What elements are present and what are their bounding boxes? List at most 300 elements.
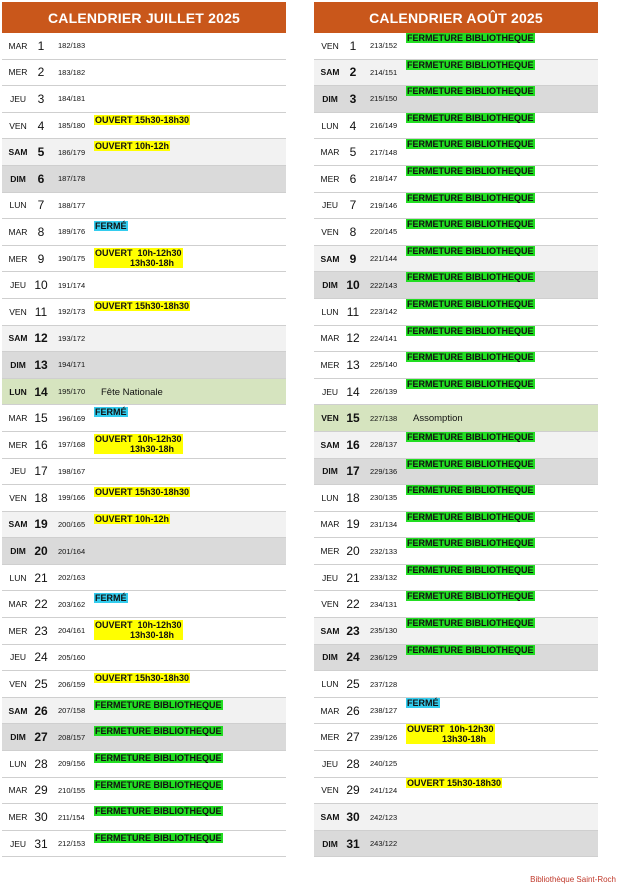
day-of-year: 238/127 [370, 706, 398, 716]
day-number: 22 [34, 597, 48, 612]
day-row [314, 512, 598, 539]
day-row [314, 166, 598, 193]
day-number: 28 [346, 756, 360, 771]
day-number: 30 [346, 810, 360, 825]
day-row [314, 60, 598, 87]
closure-label: FERMETURE BIBLIOTHEQUE [95, 699, 222, 710]
day-of-year: 200/165 [58, 519, 86, 529]
day-of-week: VEN [9, 306, 27, 317]
day-row [2, 193, 286, 220]
day-row [314, 405, 598, 432]
day-of-week: SAM [320, 625, 340, 636]
day-number: 23 [34, 623, 48, 638]
day-of-year: 232/133 [370, 546, 398, 556]
day-of-year: 241/124 [370, 785, 398, 795]
july-title: CALENDRIER JUILLET 2025 [2, 2, 286, 33]
day-row [2, 804, 286, 831]
day-of-year: 216/149 [370, 121, 398, 131]
day-of-week: JEU [321, 386, 339, 397]
closure-label: FERMETURE BIBLIOTHEQUE [407, 378, 534, 389]
day-row [2, 645, 286, 672]
closure-label: FERMETURE BIBLIOTHEQUE [407, 86, 534, 97]
day-of-week: LUN [9, 572, 27, 583]
day-row [314, 724, 598, 751]
opening-hours-label: OUVERT 10h-12h [95, 141, 170, 152]
day-of-year: 206/159 [58, 679, 86, 689]
day-of-week: MER [320, 359, 340, 370]
day-number: 3 [37, 91, 45, 106]
day-number: 27 [34, 730, 48, 745]
day-of-week: VEN [321, 413, 339, 424]
day-row [314, 831, 598, 858]
day-of-week: MAR [320, 705, 340, 716]
day-number: 6 [37, 171, 45, 186]
closure-label: FERMETURE BIBLIOTHEQUE [407, 591, 534, 602]
closure-label: FERMETURE BIBLIOTHEQUE [407, 618, 534, 629]
day-row [314, 193, 598, 220]
day-row [314, 219, 598, 246]
day-of-year: 218/147 [370, 174, 398, 184]
day-of-week: SAM [320, 253, 340, 264]
day-of-week: MER [8, 253, 28, 264]
day-number: 16 [34, 437, 48, 452]
day-row [314, 299, 598, 326]
day-of-year: 190/175 [58, 254, 86, 264]
day-of-week: SAM [320, 67, 340, 78]
august-rows [314, 33, 598, 857]
holiday-label: Assomption [413, 413, 463, 425]
day-of-year: 182/183 [58, 41, 86, 51]
day-number: 1 [349, 38, 357, 53]
day-of-week: MAR [8, 40, 28, 51]
day-row [314, 751, 598, 778]
closure-label: FERMETURE BIBLIOTHEQUE [95, 779, 222, 790]
day-of-year: 213/152 [370, 41, 398, 51]
day-row [314, 698, 598, 725]
day-row [2, 166, 286, 193]
day-of-year: 194/171 [58, 360, 86, 370]
day-of-week: SAM [8, 147, 28, 158]
day-of-year: 204/161 [58, 626, 86, 636]
day-of-year: 214/151 [370, 67, 398, 77]
day-row [2, 512, 286, 539]
day-number: 16 [346, 437, 360, 452]
day-of-year: 223/142 [370, 307, 398, 317]
day-of-year: 208/157 [58, 732, 86, 742]
opening-hours-label: OUVERT 15h30-18h30 [95, 673, 190, 684]
day-of-week: VEN [9, 120, 27, 131]
day-of-year: 233/132 [370, 573, 398, 583]
day-of-week: LUN [321, 306, 339, 317]
day-of-week: MAR [8, 599, 28, 610]
day-of-week: VEN [9, 492, 27, 503]
day-row [2, 352, 286, 379]
day-of-week: MER [8, 625, 28, 636]
day-row [2, 698, 286, 725]
closed-label: FERMÉ [95, 593, 127, 604]
day-number: 25 [34, 677, 48, 692]
day-of-week: MAR [320, 147, 340, 158]
day-number: 11 [34, 304, 48, 319]
day-number: 29 [34, 783, 48, 798]
day-of-year: 242/123 [370, 812, 398, 822]
day-row [2, 778, 286, 805]
day-of-year: 186/179 [58, 147, 86, 157]
day-number: 9 [349, 251, 357, 266]
closed-label: FERMÉ [407, 697, 439, 708]
august-title: CALENDRIER AOÛT 2025 [314, 2, 598, 33]
day-of-year: 227/138 [370, 413, 398, 423]
day-of-year: 209/156 [58, 759, 86, 769]
closure-label: FERMETURE BIBLIOTHEQUE [407, 644, 534, 655]
day-of-year: 191/174 [58, 280, 86, 290]
day-of-year: 205/160 [58, 652, 86, 662]
day-number: 8 [37, 224, 45, 239]
closure-label: FERMETURE BIBLIOTHEQUE [407, 59, 534, 70]
opening-hours-label: OUVERT 15h30-18h30 [95, 300, 190, 311]
day-of-year: 189/176 [58, 227, 86, 237]
day-number: 4 [349, 118, 357, 133]
day-of-week: SAM [8, 519, 28, 530]
day-number: 29 [346, 783, 360, 798]
day-row [2, 751, 286, 778]
day-of-week: MER [8, 439, 28, 450]
day-of-week: MER [320, 732, 340, 743]
day-of-year: 222/143 [370, 280, 398, 290]
day-of-year: 187/178 [58, 174, 86, 184]
day-row [314, 272, 598, 299]
day-number: 12 [34, 331, 48, 346]
day-of-week: LUN [9, 200, 27, 211]
day-of-year: 243/122 [370, 839, 398, 849]
day-number: 24 [34, 650, 48, 665]
day-of-week: JEU [9, 838, 27, 849]
day-row [2, 405, 286, 432]
day-of-week: VEN [321, 226, 339, 237]
day-number: 3 [349, 91, 357, 106]
day-of-week: MAR [320, 519, 340, 530]
day-of-year: 193/172 [58, 333, 86, 343]
day-of-week: JEU [9, 652, 27, 663]
day-of-year: 197/168 [58, 440, 86, 450]
closure-label: FERMETURE BIBLIOTHEQUE [95, 806, 222, 817]
closure-label: FERMETURE BIBLIOTHEQUE [407, 458, 534, 469]
day-of-year: 229/136 [370, 466, 398, 476]
day-of-week: DIM [10, 732, 26, 743]
day-number: 26 [34, 703, 48, 718]
day-number: 23 [346, 623, 360, 638]
day-of-year: 185/180 [58, 121, 86, 131]
day-of-week: JEU [321, 200, 339, 211]
day-row [2, 565, 286, 592]
day-row [314, 485, 598, 512]
day-number: 24 [346, 650, 360, 665]
day-row [2, 724, 286, 751]
opening-hours-label: OUVERT 15h30-18h30 [95, 114, 190, 125]
day-of-year: 196/169 [58, 413, 86, 423]
opening-hours-label: OUVERT 10h-12h30 13h30-18h [95, 620, 182, 641]
day-row [2, 459, 286, 486]
day-of-year: 183/182 [58, 67, 86, 77]
day-number: 17 [34, 464, 48, 479]
day-of-week: JEU [9, 466, 27, 477]
day-number: 2 [37, 65, 45, 80]
day-of-year: 230/135 [370, 493, 398, 503]
day-of-week: DIM [10, 546, 26, 557]
day-of-week: JEU [9, 93, 27, 104]
closure-label: FERMETURE BIBLIOTHEQUE [95, 726, 222, 737]
day-row [2, 33, 286, 60]
day-of-week: MER [8, 812, 28, 823]
day-of-year: 203/162 [58, 599, 86, 609]
day-of-week: DIM [322, 93, 338, 104]
day-number: 15 [346, 411, 360, 426]
day-of-week: DIM [322, 838, 338, 849]
day-row [2, 299, 286, 326]
day-number: 8 [349, 224, 357, 239]
closure-label: FERMETURE BIBLIOTHEQUE [407, 511, 534, 522]
day-number: 7 [37, 198, 45, 213]
day-number: 31 [34, 836, 48, 851]
closure-label: FERMETURE BIBLIOTHEQUE [407, 298, 534, 309]
day-of-week: LUN [321, 492, 339, 503]
day-row [2, 86, 286, 113]
day-row [2, 60, 286, 87]
closed-label: FERMÉ [95, 221, 127, 232]
day-of-year: 211/154 [58, 812, 85, 822]
day-number: 14 [34, 384, 48, 399]
day-row [314, 618, 598, 645]
day-of-year: 184/181 [58, 94, 86, 104]
day-of-year: 198/167 [58, 466, 86, 476]
day-of-year: 217/148 [370, 147, 398, 157]
day-number: 31 [346, 836, 360, 851]
day-of-week: LUN [9, 758, 27, 769]
day-row [2, 113, 286, 140]
july-rows [2, 33, 286, 857]
day-number: 30 [34, 810, 48, 825]
day-number: 10 [346, 278, 360, 293]
day-of-week: MAR [320, 333, 340, 344]
day-of-year: 219/146 [370, 200, 398, 210]
day-of-week: MER [320, 546, 340, 557]
closure-label: FERMETURE BIBLIOTHEQUE [407, 112, 534, 123]
day-of-year: 188/177 [58, 200, 86, 210]
day-row [314, 671, 598, 698]
closure-label: FERMETURE BIBLIOTHEQUE [95, 753, 222, 764]
day-row [2, 831, 286, 858]
closed-label: FERMÉ [95, 407, 127, 418]
day-number: 12 [346, 331, 360, 346]
day-number: 9 [37, 251, 45, 266]
day-number: 15 [34, 411, 48, 426]
day-of-week: SAM [8, 333, 28, 344]
day-row [2, 671, 286, 698]
day-of-week: MER [320, 173, 340, 184]
day-of-week: VEN [321, 40, 339, 51]
day-of-week: LUN [9, 386, 27, 397]
day-of-week: DIM [10, 173, 26, 184]
day-number: 10 [34, 278, 48, 293]
day-row [2, 538, 286, 565]
day-row [314, 565, 598, 592]
day-number: 5 [349, 145, 357, 160]
day-of-week: DIM [10, 359, 26, 370]
day-row [2, 326, 286, 353]
day-row [314, 645, 598, 672]
day-of-year: 195/170 [58, 387, 86, 397]
day-of-year: 221/144 [370, 254, 398, 264]
day-of-week: SAM [8, 705, 28, 716]
day-of-week: DIM [322, 466, 338, 477]
day-number: 13 [34, 357, 48, 372]
closure-label: FERMETURE BIBLIOTHEQUE [407, 272, 534, 283]
closure-label: FERMETURE BIBLIOTHEQUE [407, 192, 534, 203]
day-of-week: SAM [320, 812, 340, 823]
day-of-year: 224/141 [370, 333, 398, 343]
closure-label: FERMETURE BIBLIOTHEQUE [95, 832, 222, 843]
day-row [314, 432, 598, 459]
day-of-year: 234/131 [370, 599, 398, 609]
day-row [314, 591, 598, 618]
holiday-label: Fête Nationale [101, 386, 163, 398]
day-of-week: JEU [321, 572, 339, 583]
day-of-year: 235/130 [370, 626, 398, 636]
day-of-year: 228/137 [370, 440, 398, 450]
day-of-year: 237/128 [370, 679, 398, 689]
day-row [2, 219, 286, 246]
opening-hours-label: OUVERT 15h30-18h30 [407, 777, 502, 788]
day-row [2, 246, 286, 273]
day-of-week: LUN [321, 120, 339, 131]
day-row [314, 379, 598, 406]
day-number: 6 [349, 171, 357, 186]
day-of-week: SAM [320, 439, 340, 450]
day-number: 4 [37, 118, 45, 133]
day-row [314, 139, 598, 166]
day-number: 19 [34, 517, 48, 532]
day-number: 22 [346, 597, 360, 612]
day-row [314, 246, 598, 273]
closure-label: FERMETURE BIBLIOTHEQUE [407, 219, 534, 230]
day-of-year: 201/164 [58, 546, 86, 556]
day-row [2, 618, 286, 645]
day-of-week: MAR [8, 226, 28, 237]
day-row [2, 272, 286, 299]
day-of-week: VEN [321, 599, 339, 610]
day-of-year: 220/145 [370, 227, 398, 237]
day-number: 7 [349, 198, 357, 213]
day-row [2, 432, 286, 459]
day-of-week: LUN [321, 679, 339, 690]
closure-label: FERMETURE BIBLIOTHEQUE [407, 139, 534, 150]
day-of-year: 207/158 [58, 706, 86, 716]
day-of-week: MAR [8, 785, 28, 796]
day-of-year: 240/125 [370, 759, 398, 769]
closure-label: FERMETURE BIBLIOTHEQUE [407, 165, 534, 176]
day-number: 2 [349, 65, 357, 80]
day-number: 19 [346, 517, 360, 532]
august-calendar [314, 2, 598, 857]
day-row [2, 485, 286, 512]
opening-hours-label: OUVERT 10h-12h30 13h30-18h [95, 433, 182, 454]
day-of-week: VEN [9, 679, 27, 690]
day-row [314, 113, 598, 140]
footer-credit: Bibliothèque Saint-Roch [530, 875, 616, 884]
opening-hours-label: OUVERT 10h-12h30 13h30-18h [407, 724, 494, 745]
day-row [314, 352, 598, 379]
day-of-year: 210/155 [58, 785, 86, 795]
day-row [314, 459, 598, 486]
day-of-year: 199/166 [58, 493, 86, 503]
day-row [314, 538, 598, 565]
day-of-year: 192/173 [58, 307, 86, 317]
day-number: 13 [346, 357, 360, 372]
day-number: 26 [346, 703, 360, 718]
day-of-year: 239/126 [370, 732, 398, 742]
day-number: 11 [346, 304, 360, 319]
day-of-week: VEN [321, 785, 339, 796]
closure-label: FERMETURE BIBLIOTHEQUE [407, 325, 534, 336]
day-of-week: DIM [322, 280, 338, 291]
closure-label: FERMETURE BIBLIOTHEQUE [407, 33, 534, 43]
opening-hours-label: OUVERT 10h-12h [95, 513, 170, 524]
day-number: 1 [37, 38, 45, 53]
day-number: 25 [346, 677, 360, 692]
day-row [314, 86, 598, 113]
day-number: 28 [34, 756, 48, 771]
day-row [2, 591, 286, 618]
day-of-year: 215/150 [370, 94, 398, 104]
closure-label: FERMETURE BIBLIOTHEQUE [407, 485, 534, 496]
day-of-year: 231/134 [370, 519, 398, 529]
day-number: 14 [346, 384, 360, 399]
day-row [2, 379, 286, 406]
day-of-year: 202/163 [58, 573, 86, 583]
day-number: 18 [34, 490, 48, 505]
day-number: 17 [346, 464, 360, 479]
day-number: 21 [34, 570, 48, 585]
day-row [2, 139, 286, 166]
opening-hours-label: OUVERT 15h30-18h30 [95, 487, 190, 498]
day-number: 5 [37, 145, 45, 160]
closure-label: FERMETURE BIBLIOTHEQUE [407, 431, 534, 442]
day-row [314, 326, 598, 353]
closure-label: FERMETURE BIBLIOTHEQUE [407, 538, 534, 549]
closure-label: FERMETURE BIBLIOTHEQUE [407, 245, 534, 256]
day-number: 20 [346, 544, 360, 559]
day-row [314, 778, 598, 805]
day-number: 27 [346, 730, 360, 745]
day-of-week: DIM [322, 652, 338, 663]
day-of-week: JEU [321, 758, 339, 769]
day-of-week: MAR [8, 413, 28, 424]
day-of-week: MER [8, 67, 28, 78]
day-of-year: 212/153 [58, 839, 86, 849]
closure-label: FERMETURE BIBLIOTHEQUE [407, 564, 534, 575]
day-row [314, 33, 598, 60]
day-number: 21 [346, 570, 360, 585]
opening-hours-label: OUVERT 10h-12h30 13h30-18h [95, 247, 182, 268]
day-of-year: 236/129 [370, 652, 398, 662]
day-of-year: 225/140 [370, 360, 398, 370]
day-number: 18 [346, 490, 360, 505]
day-row [314, 804, 598, 831]
closure-label: FERMETURE BIBLIOTHEQUE [407, 352, 534, 363]
day-of-week: JEU [9, 280, 27, 291]
day-of-year: 226/139 [370, 387, 398, 397]
day-number: 20 [34, 544, 48, 559]
